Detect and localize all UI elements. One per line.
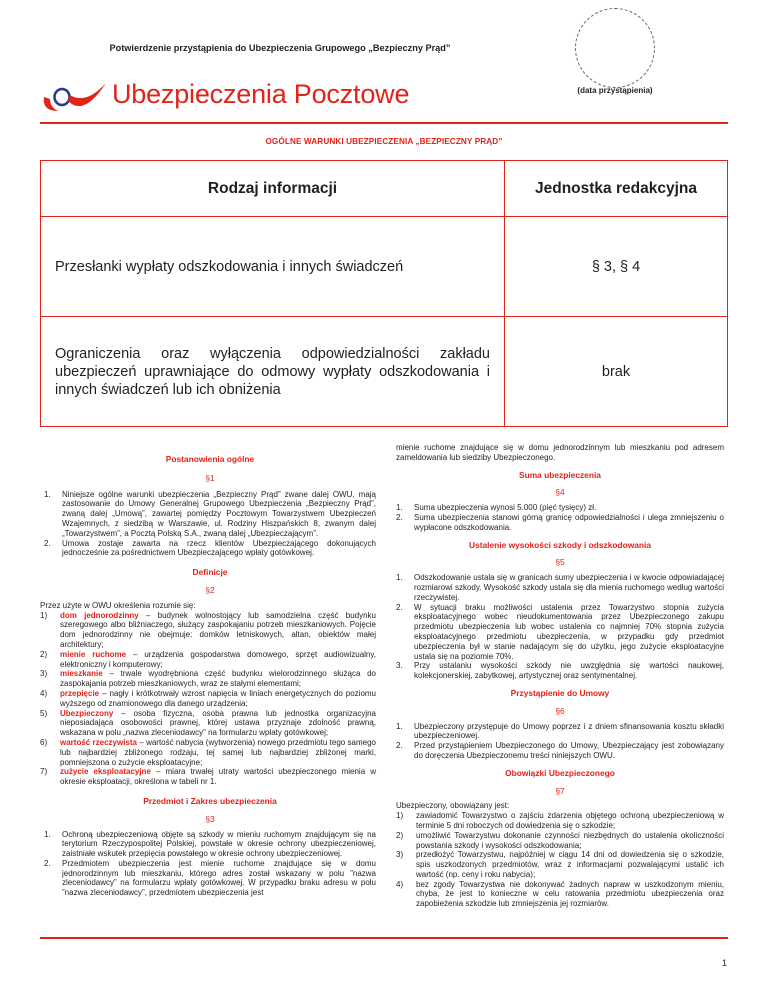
list-item: 2. Przedmiotem ubezpieczenia jest mienie ruchome znajdujące się w domu jednorodzinnym lub mieszkaniu, którego adres został wskazany w polu ”nazwa zleceniodawcy” na formularzu wpłaty gotówkowej. W przypadku braku adresu w polu ”nazwa zleceniodawcy”, przedmiotem ubezpieczenia jest xyxy=(44,858,376,898)
paragraph-number: §7 xyxy=(555,785,565,796)
list-item: 2. Przed przystąpieniem Ubezpieczonego do Umowy, Ubezpieczający jest zobowiązany do doręczenia Ubezpieczonemu treści niniejszych OWU. xyxy=(396,741,724,760)
section-heading-accession: Przystąpienie do Umowy xyxy=(510,687,610,698)
paragraph-number: §5 xyxy=(555,557,565,568)
left-column xyxy=(40,454,377,898)
duties-intro: Ubezpieczony, obowiązany jest: xyxy=(396,801,510,811)
list-item: 2. Suma ubezpieczenia stanowi górną granicę odpowiedzialności i ulega zmniejszeniu o wypłacone odszkodowania. xyxy=(396,512,724,532)
brand-name: Ubezpieczenia Pocztowe xyxy=(112,79,410,109)
confirmation-title: Potwierdzenie przystąpienia do Ubezpieczenia Grupowego „Bezpieczny Prąd” xyxy=(109,43,451,53)
list-item: 4) bez zgody Towarzystwa nie dokonywać żadnych napraw w uszkodzonym mieniu, chyba, że jest to konieczne w celu ratowania przedmiotu ubezpieczenia oraz zapobieżenia szkodzie lub zmniejszenia jej rozmiarów. xyxy=(396,879,724,909)
table-cell-info: Przesłanki wypłaty odszkodowania i innych świadczeń xyxy=(41,217,505,317)
paragraph-number: §2 xyxy=(205,584,215,595)
section-heading-duties: Obowiązki Ubezpieczonego xyxy=(505,767,615,778)
date-label: (data przystąpienia) xyxy=(577,86,653,95)
brand-logo-icon xyxy=(40,77,110,117)
definition-item: 4) przepięcie – nagły i krótkotrwały wzrost napięcia w liniach energetycznych do poziomu wyższego od znamionowego dla danego urządzenia; xyxy=(40,688,376,708)
definition-item: 2) mienie ruchome – urządzenia gospodarstwa domowego, sprzęt audiowizualny, elektroniczny i komputerowy; xyxy=(40,649,376,669)
list-item: 1) zawiadomić Towarzystwo o zajściu zdarzenia objętego ochroną ubezpieczeniową w terminie 5 dni roboczych od dowiedzenia się o szkodzie; xyxy=(396,811,724,830)
list-item: 1. Ubezpieczony przystępuje do Umowy poprzez i z dniem sfinansowania kosztu składki ubezpieczeniowej. xyxy=(396,721,724,741)
section-heading-damage: Ustalenie wysokości szkody i odszkodowania xyxy=(469,539,651,550)
list-item: 1. Suma ubezpieczenia wynosi 5.000 (pięć tysięcy) zł. xyxy=(396,503,597,513)
table-row xyxy=(41,217,728,317)
column-header-unit: Jednostka redakcyjna xyxy=(505,161,728,217)
section-heading-general: Postanowienia ogólne xyxy=(165,454,255,464)
list-item: 1. Niniejsze ogólne warunki ubezpieczenia „Bezpieczny Prąd” zwane dalej OWU, mają zastosowanie do Umowy Generalnej Grupowego Ubezpieczenia „Bezpieczny Prąd”, zwaną dalej „Umową”, zawartej pomiędzy Pocztowym Towarzystwem Ubezpieczeń Wzajemnych, z siedzibą w Warszawie, ul. Rodziny Hiszpańskich 8, zwanym dalej „Towarzystwem”, a Pocztą Polską S.A., zwaną dalej „Ubezpieczającym”. xyxy=(44,489,376,538)
paragraph-number: §6 xyxy=(555,705,565,716)
definitions-intro: Przez użyte w OWU określenia rozumie się: xyxy=(40,600,196,610)
list-item: 2) umożliwić Towarzystwu dokonanie czynności niezbędnych do ustalenia okoliczności powstania szkody i wysokości odszkodowania; xyxy=(396,830,724,850)
list-item: 1. Ochroną ubezpieczeniową objęte są szkody w mieniu ruchomym znajdującym się na terytorium Rzeczypospolitej Polskiej, powstałe w okresie ochrony ubezpieczeniowej, zaistniałe wskutek przepięcia powstałego w okresie ochrony ubezpieczeniowej. xyxy=(44,829,376,859)
section-heading-definitions: Definicje xyxy=(192,567,228,578)
continuation-text: mienie ruchome znajdujące się w domu jednorodzinnym lub mieszkaniu pod adresem zameldowania lub siedziby Ubezpieczonego. xyxy=(396,443,724,462)
list-item: 2. W sytuacji braku możliwości ustalenia przez Towarzystwo stopnia zużycia eksploatacyjnego wobec nieudokumentowania przez Ubezpieczonego zakupu przedmiotu ubezpieczenia lub wobec ustalenia co najmniej 70% stopnia zużycia eksploatacyjnego przedmiotu ubezpieczenia, w przypadku gdy przedmiot ubezpieczenia był w stanie nadającym się do użytku, jego zużycie eksploatacyjne ustala się na poziomie 70%. xyxy=(396,602,724,661)
definition-item: 1) dom jednorodzinny – budynek wolnostojący lub samodzielna część budynku szeregowego albo bliźniaczego, służący zaspokajaniu potrzeb mieszkaniowych. Pojęcie dom jednorodzinny nie obejmuje: domków letniskowych, altan, obiektów małej architektury; xyxy=(40,610,376,649)
table-cell-unit: brak xyxy=(505,317,728,427)
owu-title: OGÓLNE WARUNKI UBEZPIECZENIA „BEZPIECZNY PRĄD” xyxy=(265,137,503,146)
right-column xyxy=(396,443,724,909)
column-header-info-type: Rodzaj informacji xyxy=(41,161,505,217)
date-stamp-circle xyxy=(575,8,655,88)
table-cell-info: Ograniczenia oraz wyłączenia odpowiedzialności zakładu ubezpieczeń uprawniające do odmowy wypłaty odszkodowania i innych świadczeń lub ich obniżenia xyxy=(41,317,505,427)
list-item: 3. Przy ustalaniu wysokości szkody nie uwzględnia się wartości naukowej, kolekcjonerskiej, zabytkowej, artystycznej oraz sentymentalnej. xyxy=(396,661,724,681)
table-row xyxy=(41,317,728,427)
paragraph-number: §1 xyxy=(205,472,215,483)
information-table xyxy=(40,160,728,427)
header-divider xyxy=(40,122,728,124)
table-cell-unit: § 3, § 4 xyxy=(505,217,728,317)
footer-divider xyxy=(40,937,728,939)
definition-item: 5) Ubezpieczony – osoba fizyczna, osoba prawna lub jednostka organizacyjna nieposiadająca osobowości prawnej, której ustawa przyznaje zdolność prawną, wskazana w polu „nazwa zleceniodawcy” na formularzu wpłaty gotówkowej; xyxy=(40,708,376,738)
list-item: 2. Umowa zostaje zawarta na rzecz klientów Ubezpieczającego dokonujących jednocześnie za pośrednictwem Ubezpieczającego wpłaty gotówkowej. xyxy=(44,538,376,558)
list-item: 3) przedłożyć Towarzystwu, najpóźniej w ciągu 14 dni od dowiedzenia się o szkodzie, spis uszkodzonych przedmiotów, wraz z informacjami pozwalającymi ustalić ich wartość (np. ceny i roku nabycia); xyxy=(396,850,724,879)
section-heading-subject: Przedmiot i Zakres ubezpieczenia xyxy=(143,795,277,806)
paragraph-number: §4 xyxy=(555,487,565,498)
section-heading-sum: Suma ubezpieczenia xyxy=(519,469,601,480)
paragraph-number: §3 xyxy=(205,813,215,824)
page-number: 1 xyxy=(722,958,728,968)
definition-item: 3) mieszkanie – trwale wyodrębniona część budynku wielorodzinnego służąca do zaspokajania potrzeb mieszkaniowych, wraz ze stałymi elementami; xyxy=(40,669,376,689)
definition-item: 6) wartość rzeczywista – wartość nabycia (wytworzenia) nowego przedmiotu tego samego lub najbardziej zbliżonego rodzaju, tej samej lub najbardziej zbliżonej marki, pomniejszona o zużycie eksploatacyjne; xyxy=(40,737,376,767)
definition-item: 7) zużycie eksploatacyjne – miara trwałej utraty wartości ubezpieczonego mienia w okresie eksploatacji, określona w tabeli nr 1. xyxy=(40,767,377,787)
list-item: 1. Odszkodowanie ustala się w granicach sumy ubezpieczenia i w kwocie odpowiadającej rozmiarowi szkody. Wysokość szkody ustala się dla mienia ruchomego według wartości rzeczywistej. xyxy=(396,573,724,602)
